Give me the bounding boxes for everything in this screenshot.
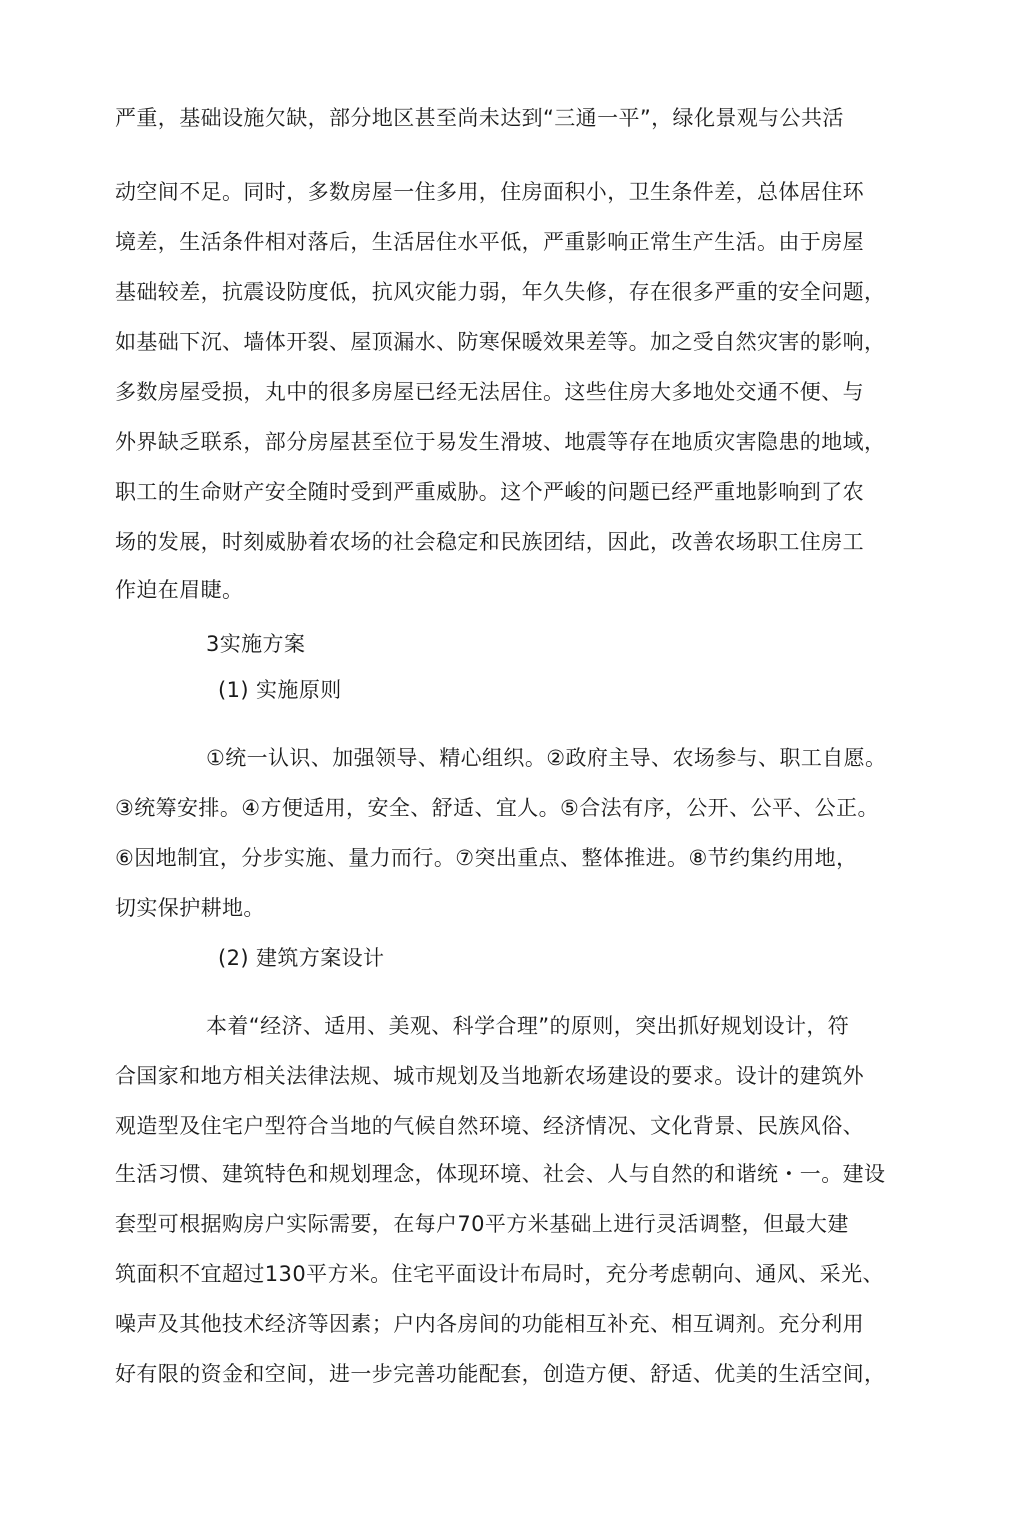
paragraph-line: 动空间不足。同时，多数房屋一住多用，住房面积小，卫生条件差，总体居住环 — [115, 180, 864, 204]
paragraph-line: 场的发展，时刻威胁着农场的社会稳定和民族团结，因此，改善农场职工住房工 — [115, 530, 864, 554]
paragraph-line: 噪声及其他技术经济等因素；户内各房间的功能相互补充、相互调剂。充分利用 — [115, 1312, 864, 1336]
paragraph-line: 生活习惯、建筑特色和规划理念，体现环境、社会、人与自然的和谐统・一。建设 — [115, 1162, 886, 1186]
paragraph-line: 境差，生活条件相对落后，生活居住水平低，严重影响正常生产生活。由于房屋 — [115, 230, 864, 254]
paragraph-line: ①统一认识、加强领导、精心组织。②政府主导、农场参与、职工自愿。 — [206, 746, 887, 770]
paragraph-line: 严重，基础设施欠缺，部分地区甚至尚未达到“三通一平”，绿化景观与公共活 — [115, 106, 844, 130]
paragraph-line: 合国家和地方相关法律法规、城市规划及当地新农场建设的要求。设计的建筑外 — [115, 1064, 864, 1088]
paragraph-line: 筑面积不宜超过130平方米。住宅平面设计布局时，充分考虑朝向、通风、采光、 — [115, 1262, 884, 1286]
paragraph-line: 职工的生命财产安全随时受到严重威胁。这个严峻的问题已经严重地影响到了农 — [115, 480, 864, 504]
paragraph-line: 多数房屋受损，丸中的很多房屋已经无法居住。这些住房大多地处交通不便、与 — [115, 380, 864, 404]
paragraph-line: 基础较差，抗震设防度低，抗风灾能力弱，年久失修，存在很多严重的安全问题， — [115, 280, 886, 304]
paragraph-line: 观造型及住宅户型符合当地的气候自然环境、经济情况、文化背景、民族风俗、 — [115, 1114, 864, 1138]
subsection-heading: (1) 实施原则 — [218, 678, 342, 702]
paragraph-line: 切实保护耕地。 — [115, 896, 265, 920]
paragraph-line: 作迫在眉睫。 — [115, 578, 244, 602]
paragraph-line: 好有限的资金和空间，进一步完善功能配套，创造方便、舒适、优美的生活空间， — [115, 1362, 886, 1386]
paragraph-line: 外界缺乏联系，部分房屋甚至位于易发生滑坡、地震等存在地质灾害隐患的地域， — [115, 430, 886, 454]
section-heading: 3实施方案 — [206, 632, 306, 656]
paragraph-line: ③统筹安排。④方便适用，安全、舒适、宜人。⑤合法有序，公开、公平、公正。 — [115, 796, 879, 820]
paragraph-line: 套型可根据购房户实际需要，在每户70平方米基础上进行灵活调整，但最大建 — [115, 1212, 849, 1236]
subsection-heading: (2) 建筑方案设计 — [218, 946, 385, 970]
paragraph-line: 如基础下沉、墙体开裂、屋顶漏水、防寒保暖效果差等。加之受自然灾害的影响， — [115, 330, 886, 354]
paragraph-line: ⑥因地制宜，分步实施、量力而行。⑦突出重点、整体推进。⑧节约集约用地， — [115, 846, 858, 870]
paragraph-line: 本着“经济、适用、美观、科学合理”的原则，突出抓好规划设计，符 — [206, 1014, 850, 1038]
